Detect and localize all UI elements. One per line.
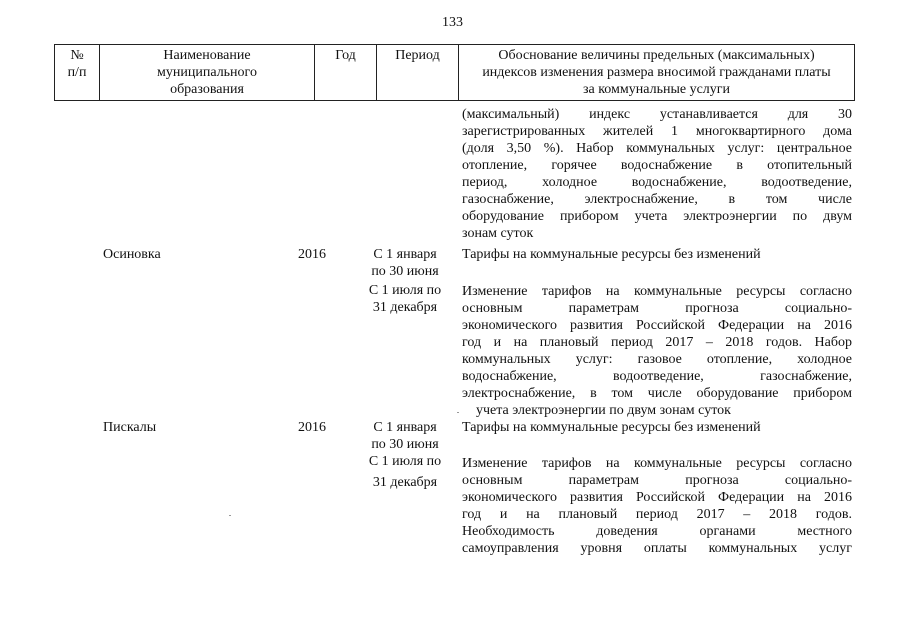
year-cell: 2016 xyxy=(298,420,326,435)
basis-first-half: Тарифы на коммунальные ресурсы без изменений xyxy=(462,247,761,262)
header-number: № п/п xyxy=(55,45,100,101)
period-first-half: С 1 января по 30 июня xyxy=(371,247,439,279)
municipality-name: Пискалы xyxy=(103,420,157,435)
period-first-half: С 1 января по 30 июня xyxy=(371,420,439,452)
basis-second-half: Изменение тарифов на коммунальные ресурсы согласно основным параметрам прогноза социально- экономического развития Российской Федерации на 2016 год и на плановый период 2017 – 2018 годов. Набор коммунальных услуг: газовое отопление, холодное водоснабжение, водоотведение, газоснабжение, электроснабжение, в том числе оборудование прибором учета электроэнергии по двум зонам суток xyxy=(462,284,852,418)
continuation-basis: (максимальный) индекс устанавливается для 30 зарегистрированных жителей 1 многоквартирного дома (доля 3,50 %). Набор коммунальных услуг: центральное отопление, горячее водоснабжение в отопительный период, холодное водоснабжение, водоотведение, газоснабжение, электроснабжение, в том числе оборудование прибором учета электроэнергии по двум зонам суток xyxy=(462,107,852,241)
header-basis: Обоснование величины предельных (максимальных) индексов изменения размера вносимой гражданами платы за коммунальные услуги xyxy=(459,45,855,101)
basis-second-half: Изменение тарифов на коммунальные ресурсы согласно основным параметрам прогноза социально- экономического развития Российской Федерации на 2016 год и на плановый период 2017 – 2018 годов. Необходимость доведения органами местного самоуправления уровня оплаты коммунальных услуг xyxy=(462,456,852,556)
basis-first-half: Тарифы на коммунальные ресурсы без изменений xyxy=(462,420,761,435)
municipality-name: Осиновка xyxy=(103,247,161,262)
year-cell: 2016 xyxy=(298,247,326,262)
header-year: Год xyxy=(315,45,377,101)
period-second-half: С 1 июля по 31 декабря xyxy=(368,283,442,315)
header-municipality: Наименование муниципального образования xyxy=(100,45,315,101)
header-period: Период xyxy=(377,45,459,101)
page-number: 133 xyxy=(442,15,463,30)
period-second-half: С 1 июля по 31 декабря xyxy=(368,454,442,490)
table-header xyxy=(54,44,855,101)
scan-speck xyxy=(229,515,231,516)
scan-speck xyxy=(457,412,459,413)
